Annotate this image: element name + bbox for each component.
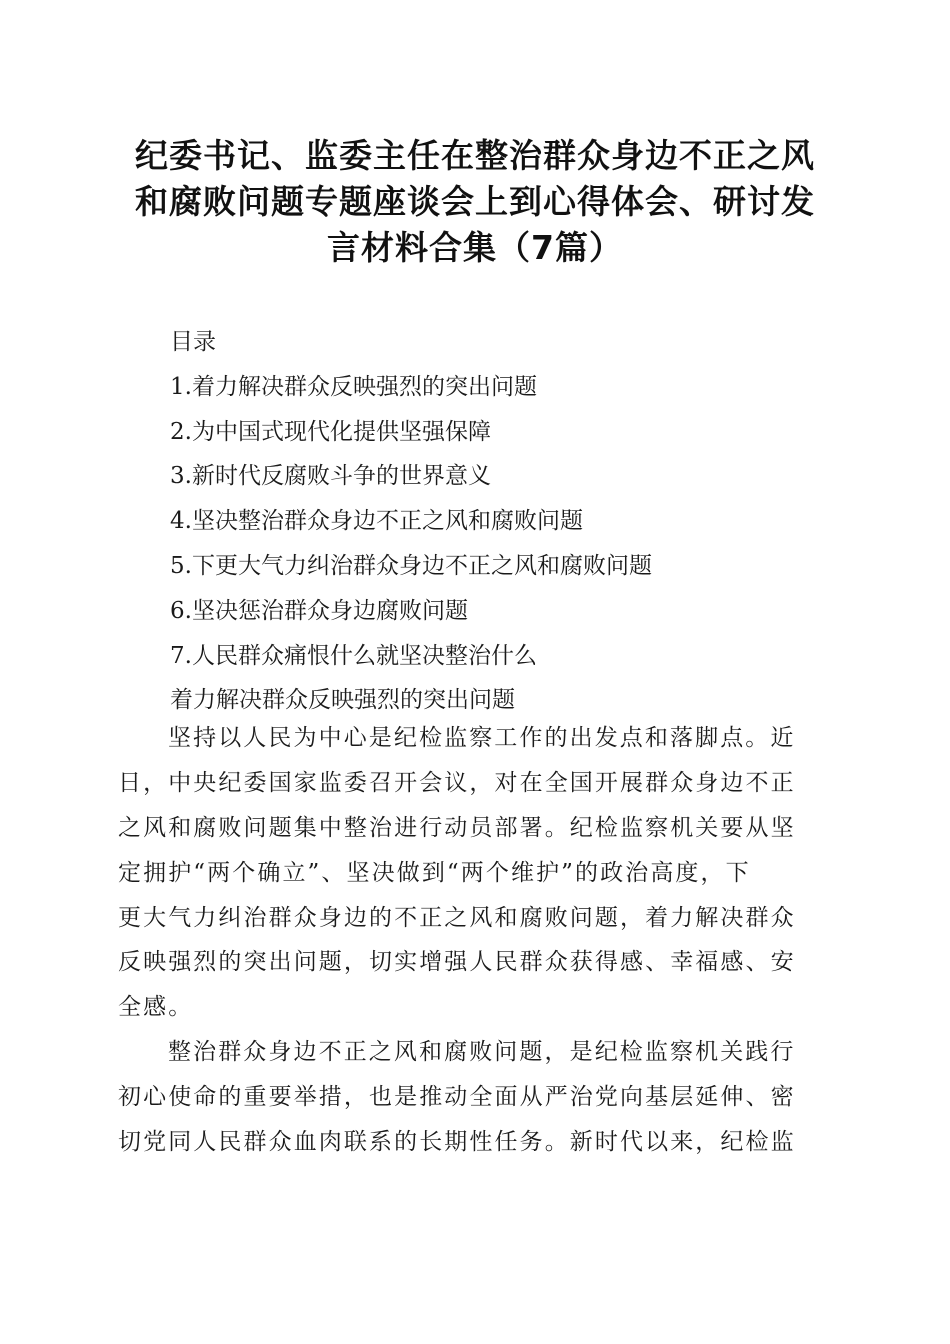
title-line: 和腐败问题专题座谈会上到心得体会、研讨发 — [135, 182, 815, 221]
paragraph-line: 全感。 — [118, 994, 194, 1021]
toc-item: 2.为中国式现代化提供坚强保障 — [170, 418, 491, 445]
paragraph-line: 反映强烈的突出问题，切实增强人民群众获得感、幸福感、安 — [118, 949, 796, 976]
toc-item: 3.新时代反腐败斗争的世界意义 — [170, 463, 491, 490]
toc-item: 6.坚决惩治群众身边腐败问题 — [170, 597, 468, 624]
title-line: 纪委书记、监委主任在整治群众身边不正之风 — [135, 136, 815, 175]
body-text — [118, 716, 830, 1165]
paragraph-line: 更大气力纠治群众身边的不正之风和腐败问题，着力解决群众 — [118, 904, 796, 931]
toc-heading: 目录 — [170, 329, 216, 355]
toc-item: 5.下更大气力纠治群众身边不正之风和腐败问题 — [170, 552, 652, 579]
paragraph-line: 切党同人民群众血肉联系的长期性任务。新时代以来，纪检监 — [118, 1129, 796, 1156]
paragraph-line: 之风和腐败问题集中整治进行动员部署。纪检监察机关要从坚 — [118, 814, 796, 841]
paragraph-line: 定拥护“两个确立”、坚决做到“两个维护”的政治高度，下 — [118, 859, 751, 886]
title-line: 言材料合集（7篇） — [327, 228, 623, 267]
toc-item: 4.坚决整治群众身边不正之风和腐败问题 — [170, 508, 583, 535]
paragraph-line: 整治群众身边不正之风和腐败问题，是纪检监察机关践行 — [168, 1039, 796, 1066]
paragraph-line: 初心使命的重要举措，也是推动全面从严治党向基层延伸、密 — [118, 1084, 796, 1111]
document-title — [100, 133, 850, 271]
table-of-contents — [170, 320, 850, 723]
paragraph-line: 坚持以人民为中心是纪检监察工作的出发点和落脚点。近 — [168, 725, 796, 751]
toc-item: 7.人民群众痛恨什么就坚决整治什么 — [170, 642, 537, 669]
section-heading: 着力解决群众反映强烈的突出问题 — [170, 687, 515, 714]
toc-item: 1.着力解决群众反映强烈的突出问题 — [170, 373, 537, 400]
paragraph-line: 日，中央纪委国家监委召开会议，对在全国开展群众身边不正 — [118, 769, 796, 796]
